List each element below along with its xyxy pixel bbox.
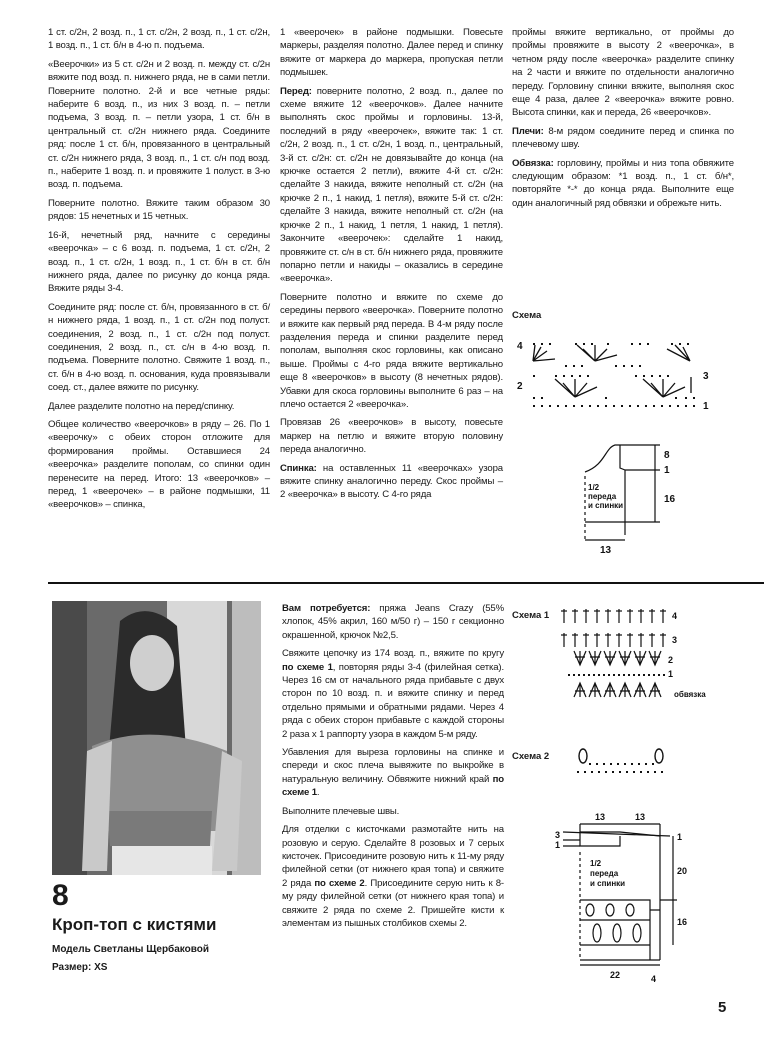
dim-right-20: 20 <box>677 866 688 876</box>
chain-stitch <box>628 674 630 676</box>
chain-stitch <box>578 674 580 676</box>
text: Для отделки с кисточками размотайте нить на розовую и серую. Сделайте 8 розовых и 7 серых кисточек. Присоедините розовую нить к 11-му ряду филейной сетки (от нижнего края топа) и свяжите 2 ряда <box>282 824 504 889</box>
chain-stitch <box>584 771 586 773</box>
paragraph: 16-й, нечетный ряд, начните с середины «веерочка» – с 6 возд. п. подъема, 1 ст. с/2н, 2 возд. п., 1 ст. с/2н, 1 возд. п., 1 ст. б/н в ст. б/н нижнего ряда, далее по рисунку до конца ряда. Вяжите ряды 3-4. <box>48 229 270 295</box>
front-text: поверните полотно, 2 возд. п., далее по схеме вяжите 12 «веерочков». Далее начните выполнять скос проймы и горловины. 13-й, последний в ряду «веерочек», вяжите так: 1 ст. с/2н, 2 возд. п., 1 ст. с/2н, 1 возд. п., центральный, 3-й ст. с/2н: ст. с/2н не довязывайте до конца (на крючке остается 2 петли), вяжите 4-й ст. с/2н: сделайте 3 накида, вяжите неполный ст. с/2н (на крючке 2 п., 1 накид, 1 петля), вяжите 5-й ст. с/2н: сделайте 3 накида, вяжите неполный ст. с/2н (на крючке 2 п., 1 накид, 1 петля, 1 накид, 1 петля). Закончите «веерочек»: сделайте 1 накид, провяжите ст. с/н в ст. б/н нижнего ряда, провяжите попарно петли и накиды – оказались в середине «веерочка». <box>280 85 503 285</box>
row-number-4: 4 <box>517 341 523 352</box>
piece-label-line3: и спинки <box>588 501 624 510</box>
chain-stitch <box>663 674 665 676</box>
chain-stitch <box>613 405 615 407</box>
base-chain-row <box>533 405 695 407</box>
chain-stitch <box>603 674 605 676</box>
dim-left-1: 1 <box>555 840 561 850</box>
chain-stitch <box>653 405 655 407</box>
edging-label: обвязка <box>674 690 706 699</box>
row-4: 4 <box>672 611 678 621</box>
chain-stitch <box>568 674 570 676</box>
chain-stitch <box>652 763 654 765</box>
paragraph: 1 «веерочек» в районе подмышки. Повесьте маркеры, разделяя полотно. Далее перед и спинку вяжите от маркера до маркера, пропуская петли подмышек. <box>280 27 503 79</box>
a-stitch <box>634 683 646 697</box>
chain-stitch <box>631 763 633 765</box>
a-stitch <box>649 683 661 697</box>
instructions-column-1 <box>48 26 270 517</box>
chain-stitch <box>598 771 600 773</box>
v-stitch <box>589 651 601 665</box>
paragraph-front <box>280 85 503 286</box>
paragraph: Общее количество «веерочков» в ряду – 26. По 1 «веерочку» с обеих сторон отложите для формирования проймы. Оставшиеся 24 «веерочка» разделите пополам, со спинки один перенесите на перед. Итого: 13 «веерочков» – перед, 1 «веерочек» – в районе подмышки, 11 «веерочков» – спинка, <box>48 418 270 511</box>
chain-stitch <box>618 674 620 676</box>
a-stitch <box>619 683 631 697</box>
chain-stitch <box>533 405 535 407</box>
fan-stitches <box>533 345 691 397</box>
row-number-3: 3 <box>703 371 709 382</box>
page-number: 5 <box>718 999 727 1016</box>
dim-right-16: 16 <box>677 917 688 927</box>
tassel-mark <box>593 924 601 942</box>
chain-stitch <box>573 674 575 676</box>
row-1: 1 <box>668 669 674 679</box>
chain-stitch <box>541 405 543 407</box>
paragraph <box>282 823 504 930</box>
dim-1: 1 <box>664 465 670 476</box>
chain-stitch <box>645 405 647 407</box>
paragraph-back <box>280 462 503 502</box>
chain-stitch <box>633 771 635 773</box>
v-stitch <box>574 651 586 665</box>
chain-stitch <box>617 763 619 765</box>
a-stitch <box>589 683 601 697</box>
chain-stitch <box>589 405 591 407</box>
chain-stitch <box>685 405 687 407</box>
materials-heading: Вам потребуется: <box>282 603 371 614</box>
materials-paragraph <box>282 602 504 642</box>
chain-stitch <box>549 405 551 407</box>
materials-text: пряжа Jeans Crazy (55% хлопок, 45% акрил, 160 м/50 г) – 150 г секционно окрашенной, крючок №2,5. <box>282 603 504 641</box>
chain-stitch <box>693 405 695 407</box>
paragraph: Поверните полотно. Вяжите таким образом 30 рядов: 15 нечетных и 15 четных. <box>48 197 270 223</box>
schema-ref: по схеме 1 <box>282 773 504 799</box>
chain-stitch <box>612 771 614 773</box>
paragraph <box>282 647 504 741</box>
tassel-mark <box>626 904 634 916</box>
chain-stitch <box>648 674 650 676</box>
chain-stitch <box>653 674 655 676</box>
chain-stitch <box>608 674 610 676</box>
chain-stitch <box>588 674 590 676</box>
dim-left-3: 3 <box>555 830 561 840</box>
paragraph: «Веерочки» из 5 ст. с/2н и 2 возд. п. между ст. с/2н вяжите под возд. п. нижнего ряда, не в сами петли. Поверните полотно. 2-й и все четные ряды: наберите 6 возд. п., из них 3 возд. п. – петли подъема, 3 возд. п. – петли узора, 1 ст. б/н в центральный ст. с/2н нижнего ряда. Соедините ряд: после 1 ст. б/н, провязанного в центральный ст. с/2н нижнего ряда, 3 возд. п., 1 ст. с/н под возд. п., наберите 1 возд. п. и провяжите 1 полуст. в 3-ю возд. п. подъема. <box>48 58 270 191</box>
a-stitch <box>574 683 586 697</box>
chain-stitch <box>565 405 567 407</box>
dim-top-right: 13 <box>635 812 646 822</box>
piece-label-line2: переда <box>590 869 619 878</box>
section-divider <box>48 582 764 584</box>
a-stitch <box>604 683 616 697</box>
chain-stitch <box>669 405 671 407</box>
chain-stitch <box>626 771 628 773</box>
schema-ref: по схеме 1 <box>282 661 333 673</box>
project-number: 8 <box>52 879 69 912</box>
chain-stitch <box>637 405 639 407</box>
v-stitch <box>604 651 616 665</box>
puff-stitch <box>579 749 587 763</box>
paragraph: проймы вяжите вертикально, от проймы до проймы провяжите в высоту 2 «веерочка», в четном ряду после «веерочка» разделите спинку на 2 части и вяжите по отдельности аналогично переду. Горловину спинки вяжите, выполняя скос еще 4 раза, далее 2 «веерочка» вяжите ровно. Высота спинки, как и переда, 26 «веерочков». <box>512 27 734 119</box>
designer-credit: Модель Светланы Щербаковой <box>52 944 210 955</box>
chain-stitch <box>629 405 631 407</box>
chain-stitch <box>573 405 575 407</box>
text: . Присоедините серую нить к 8-му ряду филейной сетки (от нижнего края топа) и свяжите 2 ряда по схеме 2. Пришейте кисти к элементам из пышных столбиков схемы 2. <box>282 877 504 929</box>
chain-stitch <box>598 674 600 676</box>
piece-label-line2: переда <box>588 492 617 501</box>
schema-ref: по схеме 2 <box>314 877 365 889</box>
dim-right-1: 1 <box>677 832 683 842</box>
tassel-mark <box>586 904 594 916</box>
paragraph: Поверните полотно и вяжите по схеме до середины первого «веерочка». Поверните полотно и вяжите как первый ряд переда. В 4-м ряду после разделения переда и спинки разделите перед пополам, выполняя скос горловины, как описано выше. Проймы с 4-го ряда вяжите вертикально еще 8 «веерочков» в высоту (8 нечетных рядов). Убавки для скоса горловины выполните 6 раз – на плечо остается 2 «веерочка». <box>280 291 503 410</box>
schema-1-label: Схема 1 <box>512 610 550 621</box>
text: , повторяя ряды 3-4 (филейная сетка). Через 16 см от начального ряда прибавьте с двух сторон по 10 возд. п. и вяжите спинку и перед отдельно прямыми и обратными рядами. Через 4 ряда с обеих сторон прибавьте с каждой стороны 2 раза х 1 раппорту узора в каждом 5-м ряду. <box>282 661 504 740</box>
row-number-1: 1 <box>703 401 709 412</box>
chain-stitch <box>638 674 640 676</box>
paragraph: Соедините ряд: после ст. б/н, провязанного в ст. б/н нижнего ряда, 1 возд. п., 1 ст. с/2н под полуст. соединения, 2 возд. п., 1 ст. с/2н под полуст. соединения, 2 возд. п., ст. с/н в 4-ю возд. п. подъема. Поверните полотно. Свяжите 1 возд. п., ст. б/н в 4-ю возд. п. основания, куда провязывали соед. ст., далее вяжите по рисунку. <box>48 301 270 394</box>
row-3: 3 <box>672 635 678 645</box>
dim-8: 8 <box>664 450 670 461</box>
schema-2-label: Схема 2 <box>512 751 550 762</box>
chain-stitch <box>613 674 615 676</box>
neckline-curve <box>585 445 620 472</box>
pattern-piece-1 <box>580 440 690 560</box>
size-info: Размер: XS <box>52 962 108 973</box>
chain-stitch <box>633 674 635 676</box>
chain-stitch <box>605 405 607 407</box>
chain-stitch <box>623 674 625 676</box>
chain-stitch <box>603 763 605 765</box>
front-heading: Перед: <box>280 85 312 97</box>
v-stitch <box>619 651 631 665</box>
back-heading: Спинка: <box>280 462 317 474</box>
fan-stitch-chart <box>515 335 715 415</box>
v-stitch <box>649 651 661 665</box>
chain-stitch <box>621 405 623 407</box>
chain-stitch <box>593 674 595 676</box>
chain-stitch <box>643 674 645 676</box>
chain-stitch <box>638 763 640 765</box>
instructions-column-3 <box>512 26 734 215</box>
back-text: на оставленных 11 «веерочках» узора вяжите спинку аналогично переду. Скос проймы – 2 «веерочка» в высоту. С 4-го ряда <box>280 462 503 501</box>
chain-stitch <box>654 771 656 773</box>
edging-heading: Обвязка: <box>512 157 554 169</box>
text: Убавления для выреза горловины на спинке и спереди и скос плеча вывяжите по выкройке в натуральную величину. Обвяжите нижний край <box>282 747 504 785</box>
v-stitch <box>634 651 646 665</box>
shoulders-heading: Плечи: <box>512 125 544 137</box>
chain-stitch <box>647 771 649 773</box>
piece-label-line3: и спинки <box>590 879 626 888</box>
chain-stitch <box>589 763 591 765</box>
chain-stitch <box>610 763 612 765</box>
shoulders-text: 8-м рядом соедините перед и спинка по плечевому шву. <box>512 125 734 151</box>
chain-stitch <box>661 771 663 773</box>
puff-stitch <box>655 749 663 763</box>
text: Свяжите цепочку из 174 возд. п., вяжите по кругу <box>282 648 504 660</box>
tassel-mark <box>606 904 614 916</box>
chain-stitch <box>624 763 626 765</box>
row-number-2: 2 <box>517 381 523 392</box>
edging-text: горловину, проймы и низ топа обвяжите следующим образом: *1 возд. п., 1 ст. б/н*, повторяйте *-* до конца ряда. Выполните еще один аналогичный ряд обвязки и обрежьте нить. <box>512 157 734 209</box>
dim-bottom-22: 22 <box>610 970 621 980</box>
schema-1-chart <box>560 605 740 700</box>
chain-stitch <box>597 405 599 407</box>
paragraph-edging <box>512 157 734 211</box>
project-title: Кроп-топ с кистями <box>52 915 217 934</box>
chain-stitch <box>591 771 593 773</box>
chain-stitch <box>577 771 579 773</box>
chain-stitch <box>677 405 679 407</box>
row-2: 2 <box>668 655 674 665</box>
instructions-column-4 <box>282 602 504 935</box>
dim-bottom-4: 4 <box>651 974 657 984</box>
model-photo <box>52 601 261 875</box>
chain-stitch <box>658 674 660 676</box>
chain-stitch <box>661 405 663 407</box>
paragraph: Далее разделите полотно на перед/спинку. <box>48 400 235 412</box>
chain-stitch <box>581 405 583 407</box>
dim-16: 16 <box>664 494 676 505</box>
schema-2-chart <box>575 743 675 775</box>
dim-13: 13 <box>600 545 612 556</box>
chain-stitch <box>645 763 647 765</box>
instructions-column-2 <box>280 26 503 507</box>
tassel-mark <box>633 924 641 942</box>
chain-stitch <box>640 771 642 773</box>
paragraph-shoulders <box>512 125 734 152</box>
text: . <box>316 787 320 799</box>
dim-top-left: 13 <box>595 812 606 822</box>
piece-label-line1: 1/2 <box>588 483 600 492</box>
paragraph <box>282 746 504 800</box>
schema-label: Схема <box>512 310 542 321</box>
paragraph: Провязав 26 «веерочков» в высоту, повесьте маркер на петлю и вяжите вторую половину переда аналогично. <box>280 417 503 456</box>
chain-stitch <box>596 763 598 765</box>
paragraph: 1 ст. с/2н, 2 возд. п., 1 ст. с/2н, 2 возд. п., 1 ст. с/2н, 1 возд. п., 1 ст. б/н в 4-ю п. подъема. <box>48 27 270 52</box>
chain-stitch <box>583 674 585 676</box>
chain-stitch <box>619 771 621 773</box>
paragraph: Выполните плечевые швы. <box>282 805 400 817</box>
tassel-mark <box>613 924 621 942</box>
piece-label-line1: 1/2 <box>590 859 602 868</box>
chain-stitch <box>605 771 607 773</box>
pattern-piece-2 <box>555 810 715 990</box>
chain-stitch <box>557 405 559 407</box>
